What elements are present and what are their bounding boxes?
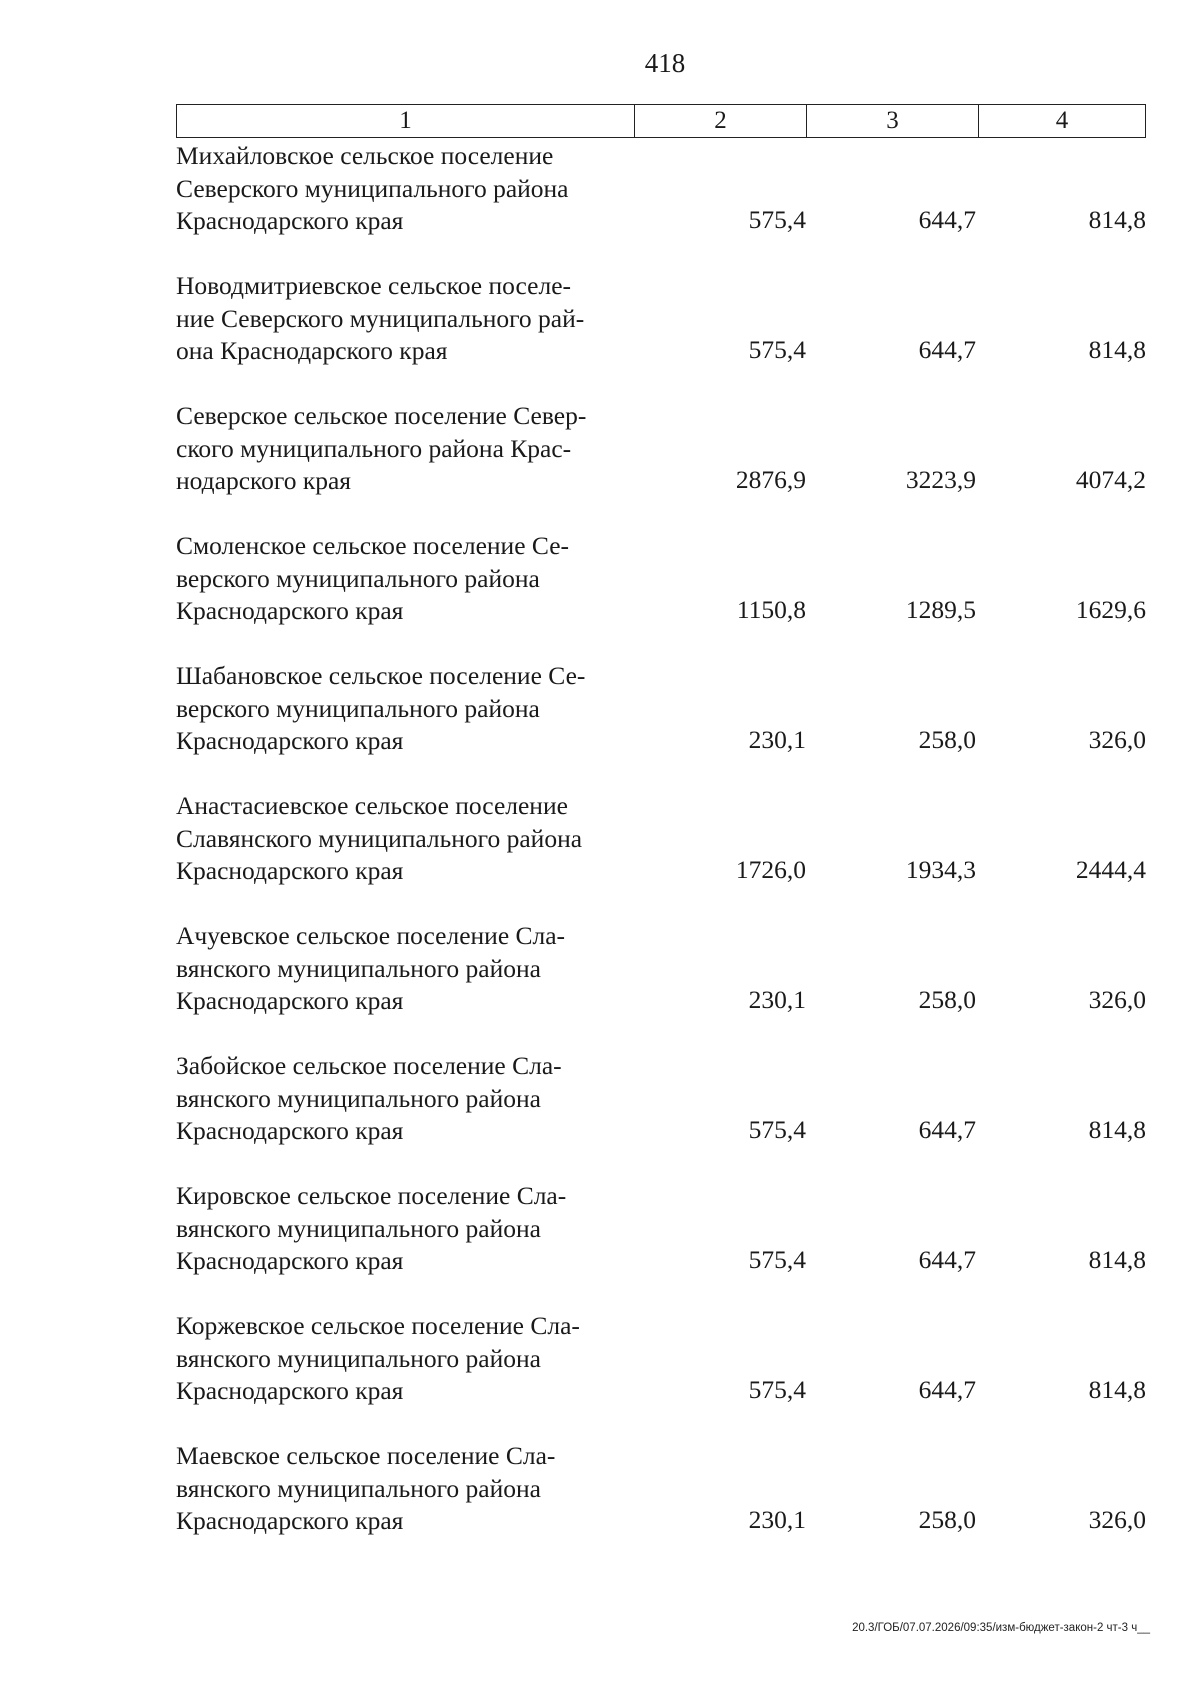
settlement-name <box>176 1440 636 1538</box>
settlement-name-line: Кировское сельское поселение Сла- <box>176 1181 567 1210</box>
table-row <box>176 530 1146 660</box>
header-cell-1: 1 <box>177 105 635 137</box>
value-column-2: 1726,0 <box>735 855 806 884</box>
settlement-name-line: ского муниципального района Крас- <box>176 433 572 463</box>
settlement-name <box>176 790 636 888</box>
settlement-name-line: вянского муниципального района <box>176 1213 541 1243</box>
settlement-name-line: Северское сельское поселение Север- <box>176 401 587 430</box>
table-header <box>176 104 1146 138</box>
value-column-2: 575,4 <box>748 1375 806 1404</box>
table-row <box>176 270 1146 400</box>
settlement-name-line: Шабановское сельское поселение Се- <box>176 661 586 690</box>
value-column-3: 644,7 <box>918 1115 976 1144</box>
table-row <box>176 140 1146 270</box>
value-column-2: 575,4 <box>748 1115 806 1144</box>
settlement-name-line: Коржевское сельское поселение Сла- <box>176 1311 580 1340</box>
settlement-name-line: вянского муниципального района <box>176 1083 541 1113</box>
value-column-4: 814,8 <box>1088 205 1146 234</box>
value-column-3: 644,7 <box>918 1245 976 1274</box>
settlement-name <box>176 1050 636 1148</box>
settlement-name-line: вянского муниципального района <box>176 953 541 983</box>
value-column-2: 2876,9 <box>735 465 806 494</box>
header-cell-2: 2 <box>635 105 807 137</box>
settlement-name-line: Краснодарского края <box>176 726 404 755</box>
value-column-2: 1150,8 <box>736 595 806 624</box>
settlement-name-line: Северского муниципального района <box>176 173 569 203</box>
value-column-4: 326,0 <box>1088 985 1146 1014</box>
header-cell-3: 3 <box>807 105 979 137</box>
value-column-4: 1629,6 <box>1075 595 1146 624</box>
value-column-4: 4074,2 <box>1075 465 1146 494</box>
settlement-name <box>176 660 636 758</box>
settlement-name-line: Ачуевское сельское поселение Сла- <box>176 921 566 950</box>
settlement-name-line: Забойское сельское поселение Сла- <box>176 1051 562 1080</box>
value-column-3: 644,7 <box>918 1375 976 1404</box>
settlement-name-line: нодарского края <box>176 466 352 495</box>
value-column-4: 814,8 <box>1088 335 1146 364</box>
table-row <box>176 1440 1146 1570</box>
settlement-name-line: верского муниципального района <box>176 693 540 723</box>
settlement-name <box>176 1310 636 1408</box>
settlement-name-line: Краснодарского края <box>176 1116 404 1145</box>
value-column-4: 814,8 <box>1088 1115 1146 1144</box>
settlement-name <box>176 400 636 498</box>
value-column-3: 3223,9 <box>905 465 976 494</box>
value-column-3: 1289,5 <box>905 595 976 624</box>
header-cell-4: 4 <box>1055 107 1069 134</box>
settlement-name-line: Новодмитриевское сельское поселе- <box>176 271 572 300</box>
table-body <box>176 140 1146 1570</box>
settlement-name-line: вянского муниципального района <box>176 1343 541 1373</box>
settlement-name <box>176 530 636 628</box>
table-row <box>176 790 1146 920</box>
settlement-name-line: вянского муниципального района <box>176 1473 541 1503</box>
table-row <box>176 1310 1146 1440</box>
value-column-2: 575,4 <box>748 1245 806 1274</box>
table-row <box>176 400 1146 530</box>
settlement-name <box>176 1180 636 1278</box>
settlement-name-line: Славянского муниципального района <box>176 823 583 853</box>
document-footer-code: 20.3/ГОБ/07.07.2026/09:35/изм-бюджет-закон-2 чт-3 ч__ <box>852 1622 1150 1634</box>
value-column-2: 230,1 <box>748 1505 806 1534</box>
value-column-2: 575,4 <box>748 335 806 364</box>
settlement-name-line: верского муниципального района <box>176 563 540 593</box>
settlement-name-line: Краснодарского края <box>176 206 404 235</box>
value-column-3: 644,7 <box>918 205 976 234</box>
value-column-3: 258,0 <box>918 985 976 1014</box>
value-column-2: 230,1 <box>748 985 806 1014</box>
settlement-name-line: Краснодарского края <box>176 986 404 1015</box>
settlement-name-line: Краснодарского края <box>176 856 404 885</box>
table-row <box>176 1180 1146 1310</box>
settlement-name-line: Маевское сельское поселение Сла- <box>176 1441 556 1470</box>
settlement-name-line: Краснодарского края <box>176 1506 404 1535</box>
settlement-name-line: Краснодарского края <box>176 1376 404 1405</box>
value-column-2: 230,1 <box>748 725 806 754</box>
settlement-name-line: ние Северского муниципального рай- <box>176 303 585 333</box>
settlement-name <box>176 920 636 1018</box>
value-column-4: 2444,4 <box>1075 855 1146 884</box>
settlement-name-line: она Краснодарского края <box>176 336 448 365</box>
value-column-3: 258,0 <box>918 1505 976 1534</box>
value-column-2: 575,4 <box>748 205 806 234</box>
value-column-3: 1934,3 <box>905 855 976 884</box>
value-column-3: 258,0 <box>918 725 976 754</box>
value-column-4: 814,8 <box>1088 1375 1146 1404</box>
settlement-name <box>176 270 636 368</box>
value-column-4: 326,0 <box>1088 1505 1146 1534</box>
settlement-name-line: Смоленское сельское поселение Се- <box>176 531 570 560</box>
settlement-name-line: Краснодарского края <box>176 1246 404 1275</box>
table-row <box>176 1050 1146 1180</box>
page-number: 418 <box>644 48 686 78</box>
settlement-name <box>176 140 636 238</box>
settlement-name-line: Михайловское сельское поселение <box>176 141 554 170</box>
table-row <box>176 920 1146 1050</box>
value-column-4: 814,8 <box>1088 1245 1146 1274</box>
value-column-3: 644,7 <box>918 335 976 364</box>
table-row <box>176 660 1146 790</box>
value-column-4: 326,0 <box>1088 725 1146 754</box>
settlement-name-line: Анастасиевское сельское поселение <box>176 791 568 820</box>
settlement-name-line: Краснодарского края <box>176 596 404 625</box>
